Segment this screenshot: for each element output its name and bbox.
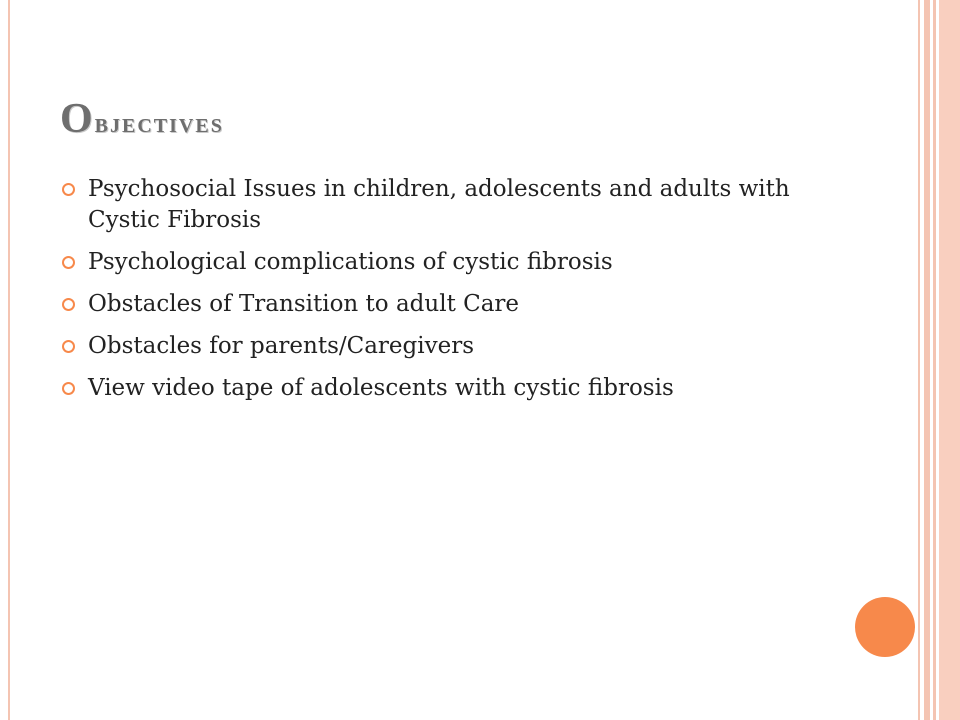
list-item (62, 289, 842, 320)
right-decor-stripe (924, 0, 930, 720)
right-decor-stripe (918, 0, 920, 720)
bullet-list (62, 174, 842, 415)
bullet-text: Obstacles for parents/Caregivers (88, 333, 475, 359)
right-decor-stripe (933, 0, 936, 720)
circle-bullet-icon (62, 382, 75, 395)
circle-bullet-icon (62, 340, 75, 353)
bullet-text: Psychosocial Issues in children, adolescents and adults with Cystic Fibrosis (88, 176, 790, 233)
bullet-text: Psychological complications of cystic fibrosis (88, 249, 613, 275)
list-item (62, 373, 842, 404)
circle-bullet-icon (62, 183, 75, 196)
bullet-text: View video tape of adolescents with cystic fibrosis (88, 375, 674, 401)
accent-circle-decoration (855, 597, 915, 657)
bullet-text: Obstacles of Transition to adult Care (88, 291, 520, 317)
list-item (62, 247, 842, 278)
left-frame-line (8, 0, 10, 720)
list-item (62, 331, 842, 362)
slide-title: Objectives (60, 96, 224, 142)
list-item (62, 174, 842, 236)
circle-bullet-icon (62, 298, 75, 311)
circle-bullet-icon (62, 256, 75, 269)
right-decor-stripe (939, 0, 960, 720)
